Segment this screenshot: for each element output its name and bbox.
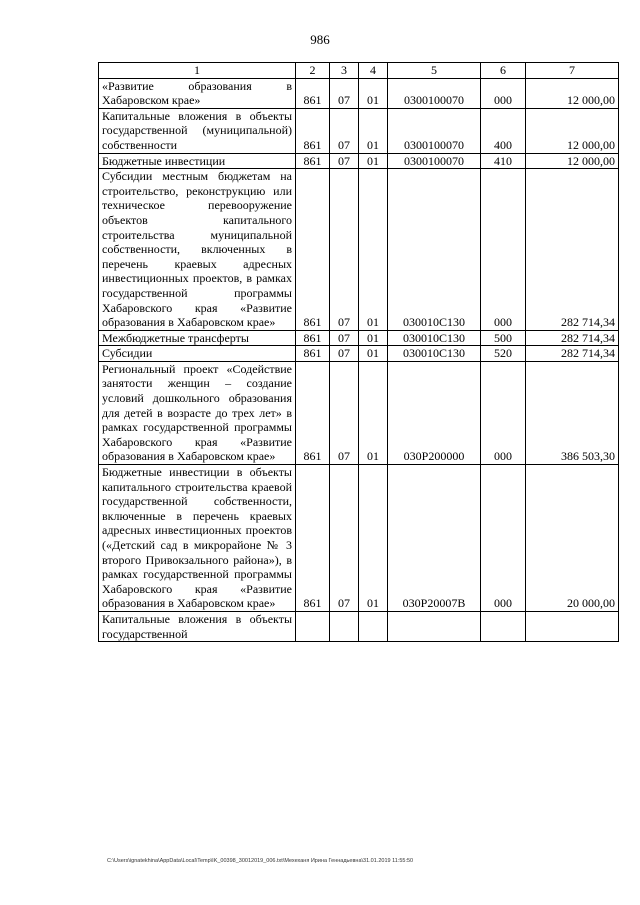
amount-cell: 282 714,34 [526, 346, 619, 362]
expense-type-code-cell: 000 [481, 361, 526, 464]
subsection-code-cell: 01 [359, 78, 388, 108]
subsection-code-cell: 01 [359, 465, 388, 612]
row-name: Межбюджетные трансферты [99, 330, 296, 346]
target-article-code-cell: 0300100070 [388, 108, 481, 153]
admin-code-cell: 861 [296, 330, 330, 346]
table-row [99, 346, 619, 362]
amount-cell: 12 000,00 [526, 108, 619, 153]
subsection-code-cell: 01 [359, 346, 388, 362]
table-row [99, 108, 619, 153]
expense-type-code-cell: 520 [481, 346, 526, 362]
amount-cell: 282 714,34 [526, 169, 619, 331]
target-article-code-cell: 0300100070 [388, 78, 481, 108]
target-article-code-cell: 0300100070 [388, 153, 481, 169]
table-row [99, 153, 619, 169]
expense-type-code-cell: 500 [481, 330, 526, 346]
expense-type-code-cell: 000 [481, 465, 526, 612]
section-code-cell: 07 [330, 346, 359, 362]
section-code-cell: 07 [330, 361, 359, 464]
subsection-code-cell [359, 611, 388, 641]
row-name: «Развитие образования в Хабаровском крае» [99, 78, 296, 108]
column-header: 4 [359, 63, 388, 79]
column-header: 1 [99, 63, 296, 79]
expense-type-code-cell [481, 611, 526, 641]
subsection-code-cell: 01 [359, 330, 388, 346]
file-path-footer: C:\Users\ignatekhina\AppData\Local\Temp\IK_00398_30012019_006.txt\Мехеханя Ирина Геннадьевна\31.01.2019 11:55:50 [107, 858, 414, 864]
table-row [99, 78, 619, 108]
subsection-code-cell: 01 [359, 169, 388, 331]
target-article-code-cell [388, 611, 481, 641]
amount-cell: 20 000,00 [526, 465, 619, 612]
row-name: Капитальные вложения в объекты государственной (муниципальной) собственности [99, 108, 296, 153]
amount-cell: 12 000,00 [526, 78, 619, 108]
target-article-code-cell: 030Р200000 [388, 361, 481, 464]
row-name: Субсидии [99, 346, 296, 362]
expense-type-code-cell: 400 [481, 108, 526, 153]
table-row [99, 465, 619, 612]
column-header: 3 [330, 63, 359, 79]
admin-code-cell: 861 [296, 153, 330, 169]
table-row [99, 361, 619, 464]
page-number: 986 [310, 32, 330, 47]
target-article-code-cell: 030010С130 [388, 169, 481, 331]
target-article-code-cell: 030010С130 [388, 330, 481, 346]
amount-cell [526, 611, 619, 641]
section-code-cell: 07 [330, 465, 359, 612]
admin-code-cell: 861 [296, 78, 330, 108]
section-code-cell: 07 [330, 330, 359, 346]
header-row [99, 63, 619, 79]
amount-cell: 282 714,34 [526, 330, 619, 346]
budget-table [98, 62, 619, 642]
amount-cell: 12 000,00 [526, 153, 619, 169]
subsection-code-cell: 01 [359, 108, 388, 153]
amount-cell: 386 503,30 [526, 361, 619, 464]
section-code-cell: 07 [330, 153, 359, 169]
row-name: Бюджетные инвестиции в объекты капитального строительства краевой государственной собственности, включенные в перечень краевых адресных инвестиционных проектов («Детский сад в микрорайоне № 3 второго Привокзального района»), в рамках государственной программы Хабаровского края «Развитие образования в Хабаровском крае» [99, 465, 296, 612]
row-name: Субсидии местным бюджетам на строительство, реконструкцию или техническое перевооружение объектов капитального строительства муниципальной собственности, включенных в перечень краевых адресных инвестиционных проектов, в рамках государственной программы Хабаровского края «Развитие образования в Хабаровском крае» [99, 169, 296, 331]
admin-code-cell: 861 [296, 465, 330, 612]
expense-type-code-cell: 000 [481, 169, 526, 331]
section-code-cell [330, 611, 359, 641]
subsection-code-cell: 01 [359, 361, 388, 464]
admin-code-cell: 861 [296, 346, 330, 362]
row-name: Капитальные вложения в объекты государственной [99, 611, 296, 641]
target-article-code-cell: 030Р20007В [388, 465, 481, 612]
admin-code-cell: 861 [296, 169, 330, 331]
admin-code-cell: 861 [296, 108, 330, 153]
column-header: 7 [526, 63, 619, 79]
row-name: Региональный проект «Содействие занятости женщин – создание условий дошкольного образования для детей в возрасте до трех лет» в рамках государственной программы Хабаровского края «Развитие образования в Хабаровском крае» [99, 361, 296, 464]
row-name: Бюджетные инвестиции [99, 153, 296, 169]
table-row [99, 169, 619, 331]
subsection-code-cell: 01 [359, 153, 388, 169]
column-header: 5 [388, 63, 481, 79]
expense-type-code-cell: 410 [481, 153, 526, 169]
table-row [99, 330, 619, 346]
admin-code-cell [296, 611, 330, 641]
column-header: 2 [296, 63, 330, 79]
section-code-cell: 07 [330, 108, 359, 153]
table-row [99, 611, 619, 641]
expense-type-code-cell: 000 [481, 78, 526, 108]
target-article-code-cell: 030010С130 [388, 346, 481, 362]
admin-code-cell: 861 [296, 361, 330, 464]
section-code-cell: 07 [330, 169, 359, 331]
section-code-cell: 07 [330, 78, 359, 108]
column-header: 6 [481, 63, 526, 79]
